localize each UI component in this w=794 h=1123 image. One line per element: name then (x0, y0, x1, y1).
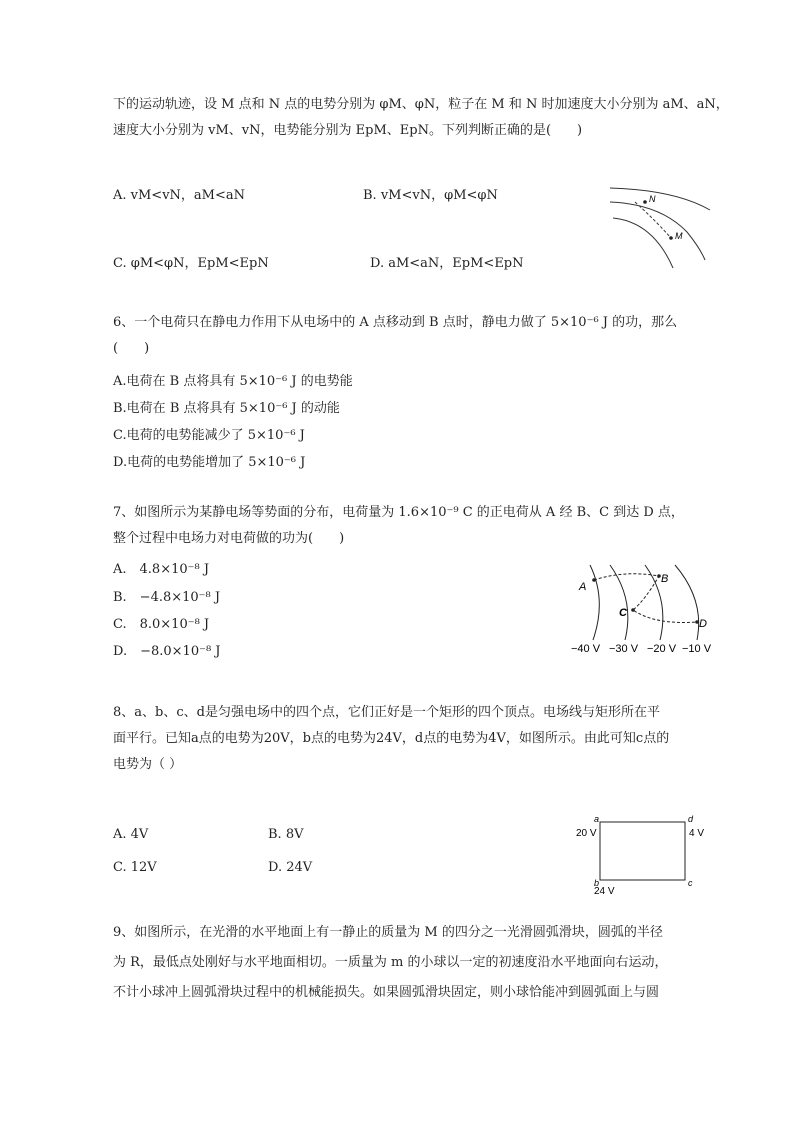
q8-option-a[interactable]: A. 4V (113, 827, 149, 842)
q6-option-a[interactable]: A.电荷在 B 点将具有 5×10⁻⁶ J 的电势能 (113, 374, 353, 389)
q8-stem-line: 8、a、b、c、d是匀强电场中的四个点，它们正好是一个矩形的四个顶点。电场线与矩形所在平 (113, 705, 660, 720)
q8-option-d[interactable]: D. 24V (268, 860, 313, 875)
corner-b: b (594, 878, 600, 888)
q9-stem-line: 9、如图所示，在光滑的水平地面上有一静止的质量为 M 的四分之一光滑圆弧滑块，圆弧的半径 (113, 925, 663, 940)
potential-d: 4 V (689, 828, 705, 839)
label-c: C (619, 607, 627, 619)
potential-b: 24 V (594, 886, 615, 897)
q9-stem-line: 为 R，最低点处刚好与水平地面相切。一质量为 m 的小球以一定的初速度沿水平地面向右运动， (113, 955, 668, 970)
q7-option-c[interactable]: C. 8.0×10⁻⁸ J (113, 617, 210, 632)
field-line (610, 188, 710, 210)
potential-label: −30 V (609, 643, 639, 655)
q7-option-b[interactable]: B. −4.8×10⁻⁸ J (113, 590, 221, 605)
field-line (610, 202, 705, 260)
q7-option-d[interactable]: D. −8.0×10⁻⁸ J (113, 644, 221, 659)
equipotential-line (675, 565, 699, 640)
label-d: D (699, 618, 707, 630)
q6-option-c[interactable]: C.电荷的电势能减少了 5×10⁻⁶ J (113, 428, 305, 443)
point-c (631, 608, 635, 612)
q8-stem-line: 电势为（ ） (113, 757, 183, 772)
q7-equipotential-figure (565, 560, 725, 660)
q7-stem-line: 7、如图所示为某静电场等势面的分布，电荷量为 1.6×10⁻⁹ C 的正电荷从 A 经 B、C 到达 D 点， (113, 505, 684, 520)
label-n: N (649, 194, 656, 204)
trajectory (635, 202, 671, 238)
q8-rectangle-figure (570, 812, 715, 897)
q7-option-a[interactable]: A. 4.8×10⁻⁸ J (113, 562, 210, 577)
q5-option-a[interactable]: A. vM<vN，aM<aN (113, 188, 245, 203)
potential-label: −40 V (571, 643, 601, 655)
point-a (592, 578, 596, 582)
q8-option-c[interactable]: C. 12V (113, 860, 157, 875)
corner-a: a (594, 814, 600, 824)
potential-label: −10 V (682, 643, 712, 655)
q6-stem (113, 310, 713, 362)
corner-d: d (688, 814, 694, 824)
path-abcd (594, 574, 697, 623)
q5-option-d[interactable]: D. aM<aN，EpM<EpN (370, 256, 524, 271)
q7-stem (113, 500, 713, 552)
q6-option-b[interactable]: B.电荷在 B 点将具有 5×10⁻⁶ J 的动能 (113, 401, 340, 416)
potential-label: −20 V (647, 643, 677, 655)
q5-field-figure (605, 180, 715, 270)
equipotential-line (610, 565, 628, 640)
point-n (643, 200, 647, 204)
q5-option-b[interactable]: B. vM<vN，φM<φN (363, 188, 498, 203)
q5-stem (113, 92, 729, 144)
point-m (669, 236, 673, 240)
q6-stem-line: ( ) (113, 341, 150, 356)
field-line (613, 218, 673, 268)
label-b: B (661, 573, 669, 585)
q5-stem-line: 下的运动轨迹，设 M 点和 N 点的电势分别为 φM、φN，粒子在 M 和 N 时加速度大小分别为 aM、aN， (113, 97, 729, 112)
q9-stem (113, 918, 713, 1008)
q7-stem-line: 整个过程中电场力对电荷做的功为( ) (113, 531, 345, 546)
corner-c: c (688, 878, 693, 888)
q8-stem (113, 700, 713, 778)
q8-option-b[interactable]: B. 8V (268, 827, 304, 842)
equipotential-line (590, 565, 599, 640)
label-m: M (675, 231, 683, 241)
q5-option-c[interactable]: C. φM<φN，EpM<EpN (113, 256, 269, 271)
q5-stem-line: 速度大小分别为 vM、vN，电势能分别为 EpM、EpN。下列判断正确的是( ) (113, 123, 583, 138)
q9-stem-line: 不计小球冲上圆弧滑块过程中的机械能损失。如果圆弧滑块固定，则小球恰能冲到圆弧面上与圆 (113, 985, 660, 1000)
q8-stem-line: 面平行。已知a点的电势为20V，b点的电势为24V，d点的电势为4V，如图所示。由此可知c点的 (113, 731, 670, 746)
potential-a: 20 V (576, 828, 597, 839)
label-a: A (579, 581, 587, 593)
q6-option-d[interactable]: D.电荷的电势能增加了 5×10⁻⁶ J (113, 455, 306, 470)
rectangle-abcd (600, 822, 685, 880)
q6-stem-line: 6、一个电荷只在静电力作用下从电场中的 A 点移动到 B 点时，静电力做了 5×10⁻⁶ J 的功，那么 (113, 315, 678, 330)
